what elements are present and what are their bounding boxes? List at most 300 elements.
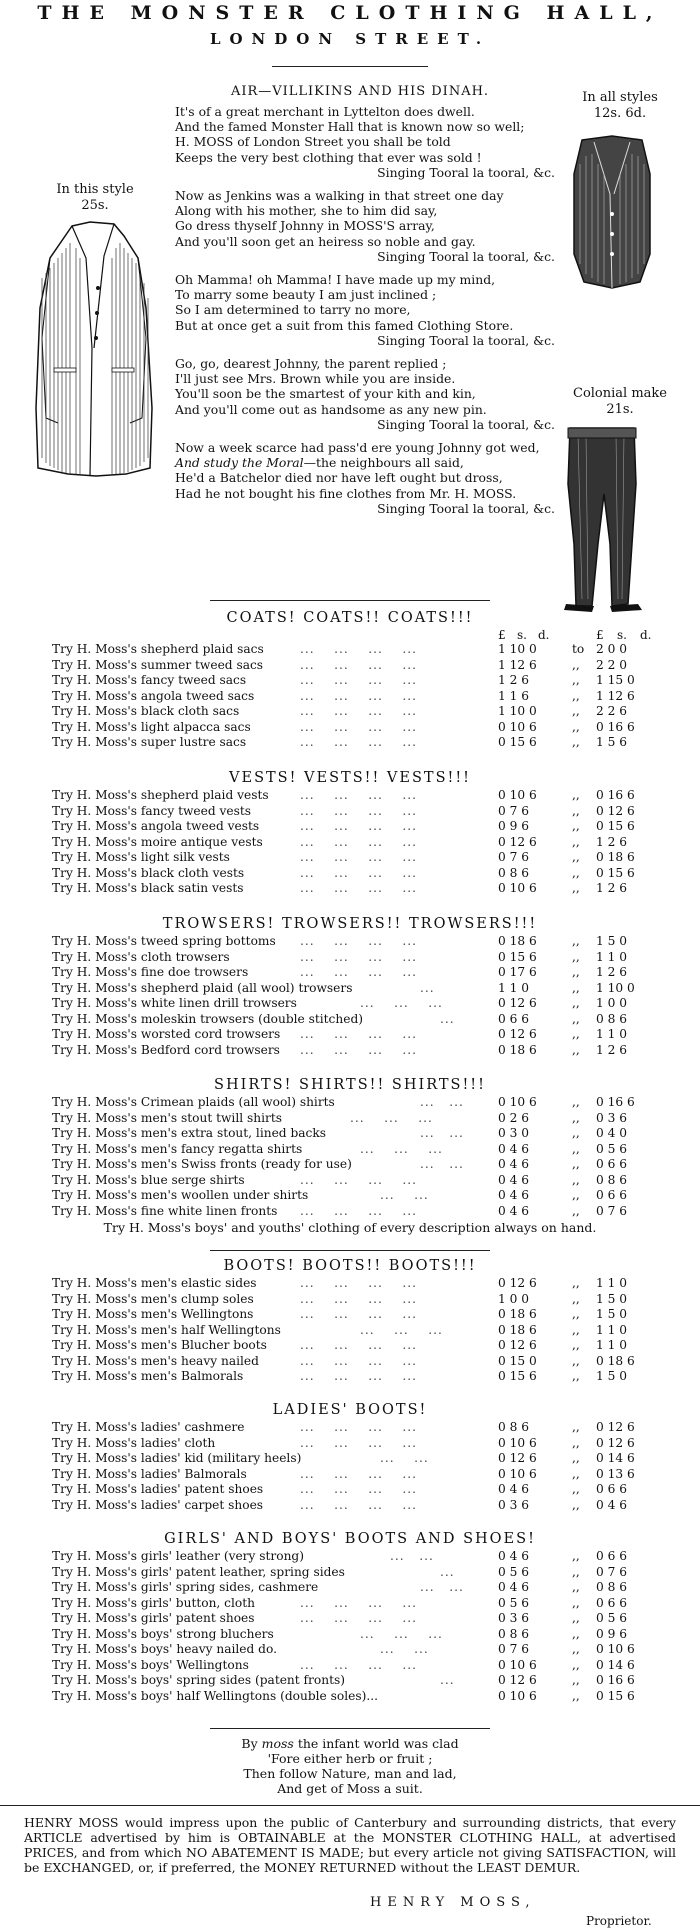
leader-dots: ...: [440, 1011, 455, 1026]
price-row: [0, 788, 700, 804]
price-separator: ,,: [572, 1657, 580, 1672]
verse-2: Now as Jenkins was a walking in that street one day Along with his mother, she to him did say, Go dress thyself Johnny in MOSS'S array, And you'll soon get an heiress so noble and gay. Singing Tooral la tooral, &c.: [175, 188, 565, 264]
price-row: [0, 819, 700, 835]
item-name: Try H. Moss's light silk vests: [52, 850, 230, 864]
price-row: [0, 1436, 700, 1452]
price-row: [0, 1043, 700, 1059]
leader-dots: ... ...: [380, 1451, 429, 1465]
leader-dots: ... ...: [380, 1642, 429, 1656]
price-from: 0 10 6: [498, 788, 537, 802]
price-to: 1 2 6: [596, 1042, 628, 1057]
item-name: Try H. Moss's super lustre sacs: [52, 735, 247, 749]
item-name: Try H. Moss's girls' button, cloth: [52, 1595, 255, 1610]
leader-dots: ... ... ... ...: [300, 834, 417, 849]
leader-dots: ... ... ... ...: [300, 673, 417, 687]
price-row: [0, 1354, 700, 1370]
item-name: Try H. Moss's black cloth vests: [52, 865, 245, 880]
item-name: Try H. Moss's fancy tweed sacs: [52, 673, 247, 687]
price-row: [0, 1157, 700, 1173]
price-from: 0 15 0: [498, 1353, 537, 1368]
leader-dots: ... ... ... ...: [300, 881, 417, 895]
store-title: THE MONSTER CLOTHING HALL,: [37, 2, 663, 24]
price-separator: ,,: [572, 1549, 580, 1563]
item-name: Try H. Moss's girls' leather (very strong): [52, 1549, 304, 1563]
price-separator: ,,: [572, 819, 580, 833]
price-separator: ,,: [572, 735, 580, 749]
price-from: 0 4 6: [498, 1157, 530, 1171]
trowsers-section: [0, 914, 700, 1058]
price-separator: ,,: [572, 1042, 580, 1057]
price-to: 0 15 6: [596, 819, 635, 833]
price-from: 0 8 6: [498, 1626, 530, 1641]
price-from: 0 9 6: [498, 819, 530, 833]
price-from: 0 12 6: [498, 1338, 537, 1352]
price-separator: ,,: [572, 1307, 580, 1321]
leader-dots: ...: [440, 1673, 455, 1687]
price-row: [0, 1027, 700, 1043]
price-to: 0 18 6: [596, 850, 635, 864]
item-name: Try H. Moss's ladies' patent shoes: [52, 1482, 264, 1496]
price-separator: to: [572, 642, 585, 656]
price-to: 0 3 6: [596, 1110, 628, 1125]
closing-verse: By moss the infant world was clad 'Fore either herb or fruit ; Then follow Nature, man and lad, And get of Moss a suit.: [241, 1736, 459, 1796]
price-row: [0, 1307, 700, 1323]
leader-dots: ... ... ...: [360, 1322, 443, 1337]
price-row: [0, 735, 700, 751]
price-separator: ,,: [572, 1126, 580, 1140]
price-to: 0 14 6: [596, 1451, 635, 1465]
song-air: AIR—VILLIKINS AND HIS DINAH.: [230, 84, 490, 99]
price-row: [0, 1012, 700, 1028]
item-name: Try H. Moss's girls' spring sides, cashmere: [52, 1580, 319, 1594]
price-row: [0, 1292, 700, 1308]
price-row: [0, 1451, 700, 1467]
price-row: [0, 1142, 700, 1158]
price-separator: ,,: [572, 803, 580, 818]
coats-section: [0, 608, 700, 751]
price-to: 1 2 6: [596, 965, 628, 979]
leader-dots: ... ...: [420, 1580, 464, 1594]
section-title: VESTS! VESTS!! VESTS!!!: [229, 770, 471, 786]
price-separator: ,,: [572, 934, 580, 948]
item-name: Try H. Moss's men's stout twill shirts: [52, 1110, 282, 1125]
price-row: [0, 673, 700, 689]
price-separator: ,,: [572, 996, 580, 1010]
price-separator: ,,: [572, 865, 580, 880]
item-name: Try H. Moss's fancy tweed vests: [52, 803, 252, 818]
price-separator: ,,: [572, 1435, 580, 1450]
item-name: Try H. Moss's cloth trowsers: [52, 949, 230, 964]
price-to: 1 1 0: [596, 1322, 628, 1337]
price-from: 0 18 6: [498, 934, 537, 948]
leader-dots: ... ... ... ...: [300, 934, 417, 948]
price-from: 0 12 6: [498, 996, 537, 1010]
leader-dots: ... ... ... ...: [300, 803, 417, 818]
item-name: Try H. Moss's boys' Wellingtons: [52, 1657, 249, 1672]
price-separator: ,,: [572, 1564, 580, 1579]
price-column-header: £ s. d. £ s. d.: [498, 628, 652, 642]
price-from: 0 15 6: [498, 735, 537, 749]
price-from: 0 12 6: [498, 1673, 537, 1687]
item-name: Try H. Moss's men's half Wellingtons: [52, 1322, 281, 1337]
leader-dots: ... ... ... ...: [300, 1657, 417, 1672]
item-name: Try H. Moss's tweed spring bottoms: [52, 934, 276, 948]
proprietor-notice: HENRY MOSS would impress upon the public of Canterbury and surrounding districts, that every ARTICLE advertised by him is OBTAINABLE at the MONSTER CLOTHING HALL, at advertised PRICES, and from which NO ABATEMENT IS MADE; but every article not giving SATISFACTION, will be EXCHANGED, or, if preferred, the MONEY RETURNED without the LEAST DEMUR.: [24, 1815, 676, 1875]
leader-dots: ... ... ... ...: [300, 704, 417, 718]
price-row: [0, 1467, 700, 1483]
price-to: 1 15 0: [596, 673, 635, 687]
price-row: [0, 1658, 700, 1674]
price-separator: ,,: [572, 1688, 580, 1703]
price-from: 1 12 6: [498, 657, 537, 672]
vest-caption: In all styles 12s. 6d.: [582, 90, 658, 121]
price-separator: ,,: [572, 1420, 580, 1434]
item-name: Try H. Moss's Crimean plaids (all wool) shirts: [52, 1095, 335, 1109]
price-from: 0 3 6: [498, 1497, 530, 1512]
leader-dots: ... ... ... ...: [300, 1482, 417, 1496]
price-from: 0 3 0: [498, 1126, 530, 1140]
price-row: [0, 1673, 700, 1689]
item-name: Try H. Moss's ladies' carpet shoes: [52, 1497, 264, 1512]
vests-section: [0, 768, 700, 897]
item-name: Try H. Moss's ladies' kid (military heels): [52, 1451, 302, 1465]
price-row: [0, 1188, 700, 1204]
price-row: [0, 689, 700, 705]
price-from: 0 4 6: [498, 1188, 530, 1202]
price-from: 0 4 6: [498, 1141, 530, 1156]
leader-dots: ... ... ... ...: [300, 1042, 417, 1057]
section-title: GIRLS' AND BOYS' BOOTS AND SHOES!: [164, 1531, 536, 1547]
price-row: [0, 866, 700, 882]
price-to: 1 5 0: [596, 1307, 628, 1321]
price-separator: ,,: [572, 1611, 580, 1625]
price-row: [0, 1369, 700, 1385]
item-name: Try H. Moss's men's woollen under shirts: [52, 1188, 309, 1202]
leader-dots: ... ... ... ...: [300, 850, 417, 864]
item-name: Try H. Moss's men's extra stout, lined backs: [52, 1126, 326, 1140]
price-to: 0 9 6: [596, 1626, 628, 1641]
price-to: 1 10 0: [596, 980, 635, 995]
price-from: 0 12 6: [498, 1451, 537, 1465]
price-row: [0, 1276, 700, 1292]
leader-dots: ... ... ... ...: [300, 1369, 417, 1383]
shirts-section: [0, 1075, 700, 1237]
item-name: Try H. Moss's boys' spring sides (patent fronts): [52, 1673, 345, 1687]
item-name: Try H. Moss's men's elastic sides: [52, 1276, 257, 1290]
price-to: 2 2 0: [596, 657, 628, 672]
leader-dots: ... ... ... ...: [300, 1420, 417, 1434]
price-separator: ,,: [572, 673, 580, 687]
price-separator: ,,: [572, 1626, 580, 1641]
item-name: Try H. Moss's Bedford cord trowsers: [52, 1042, 280, 1057]
price-to: 0 15 6: [596, 1688, 635, 1703]
price-from: 0 4 6: [498, 1172, 530, 1187]
price-separator: ,,: [572, 980, 580, 995]
price-row: [0, 1323, 700, 1339]
price-row: [0, 1580, 700, 1596]
leader-dots: ...: [420, 980, 435, 995]
price-row: [0, 1482, 700, 1498]
boys-clothing-note: Try H. Moss's boys' and youths' clothing of every description always on hand.: [103, 1220, 597, 1235]
price-from: 1 0 0: [498, 1291, 530, 1306]
trousers-illustration: [562, 424, 652, 614]
price-separator: ,,: [572, 1203, 580, 1218]
price-from: 1 10 0: [498, 704, 537, 718]
vest-illustration: [570, 134, 654, 294]
girls-boys-section: [0, 1529, 700, 1704]
price-to: 0 18 6: [596, 1353, 635, 1368]
price-separator: ,,: [572, 1642, 580, 1656]
price-row: [0, 881, 700, 897]
item-name: Try H. Moss's men's Swiss fronts (ready for use): [52, 1157, 352, 1171]
price-separator: ,,: [572, 1338, 580, 1352]
price-to: 1 1 0: [596, 1027, 628, 1041]
item-name: Try H. Moss's angola tweed sacs: [52, 688, 255, 703]
price-from: 0 10 6: [498, 1095, 537, 1109]
section-title: BOOTS! BOOTS!! BOOTS!!!: [223, 1258, 477, 1274]
price-separator: ,,: [572, 1482, 580, 1496]
price-from: 0 2 6: [498, 1110, 530, 1125]
price-to: 0 12 6: [596, 1420, 635, 1434]
price-separator: ,,: [572, 1353, 580, 1368]
price-from: 0 12 6: [498, 1276, 537, 1290]
price-from: 1 1 6: [498, 688, 530, 703]
price-from: 0 8 6: [498, 865, 530, 880]
price-separator: ,,: [572, 1673, 580, 1687]
price-to: 0 6 6: [596, 1595, 628, 1610]
item-name: Try H. Moss's white linen drill trowsers: [52, 996, 297, 1010]
item-name: Try H. Moss's men's fancy regatta shirts: [52, 1141, 303, 1156]
divider: [272, 66, 428, 67]
price-to: 0 12 6: [596, 1435, 635, 1450]
price-separator: ,,: [572, 704, 580, 718]
leader-dots: ... ... ... ...: [300, 1027, 417, 1041]
price-from: 0 5 6: [498, 1564, 530, 1579]
price-row: [0, 1420, 700, 1436]
frock-coat-illustration: [28, 218, 158, 488]
leader-dots: ... ... ... ...: [300, 1353, 417, 1368]
price-separator: ,,: [572, 719, 580, 734]
item-name: Try H. Moss's men's Balmorals: [52, 1369, 244, 1383]
price-to: 0 14 6: [596, 1657, 635, 1672]
price-row: [0, 981, 700, 997]
leader-dots: ... ... ... ...: [300, 657, 417, 672]
price-to: 1 5 6: [596, 735, 628, 749]
item-name: Try H. Moss's moleskin trowsers (double stitched): [52, 1011, 363, 1026]
price-from: 1 1 0: [498, 980, 530, 995]
price-to: 0 13 6: [596, 1466, 635, 1481]
divider: [0, 1805, 700, 1806]
price-row: [0, 1498, 700, 1514]
price-to: 0 7 6: [596, 1564, 628, 1579]
price-row: [0, 950, 700, 966]
price-row: [0, 1549, 700, 1565]
verse-1: It's of a great merchant in Lyttelton does dwell. And the famed Monster Hall that is known now so well; H. MOSS of London Street you shall be told Keeps the very best clothing that ever was sold ! Singing Tooral la tooral, &c.: [175, 104, 565, 180]
price-from: 0 8 6: [498, 1420, 530, 1434]
boots-section: [0, 1256, 700, 1385]
price-from: 0 12 6: [498, 834, 537, 849]
price-from: 0 10 6: [498, 1657, 537, 1672]
item-name: Try H. Moss's men's heavy nailed: [52, 1353, 259, 1368]
price-separator: ,,: [572, 1322, 580, 1337]
price-row: [0, 835, 700, 851]
price-to: 1 12 6: [596, 688, 635, 703]
item-name: Try H. Moss's black satin vests: [52, 881, 244, 895]
price-row: [0, 720, 700, 736]
price-from: 0 7 6: [498, 850, 530, 864]
price-to: 1 1 0: [596, 1276, 628, 1290]
price-row: [0, 1596, 700, 1612]
price-from: 0 18 6: [498, 1042, 537, 1057]
leader-dots: ... ... ...: [360, 1141, 443, 1156]
leader-dots: ... ... ... ...: [300, 819, 417, 833]
divider: [210, 1250, 490, 1251]
price-to: 1 1 0: [596, 1338, 628, 1352]
price-to: 0 6 6: [596, 1157, 628, 1171]
price-to: 0 16 6: [596, 1095, 635, 1109]
price-separator: ,,: [572, 949, 580, 964]
item-name: Try H. Moss's men's clump soles: [52, 1291, 254, 1306]
price-separator: ,,: [572, 1276, 580, 1290]
leader-dots: ... ...: [390, 1549, 434, 1563]
divider: [210, 1728, 490, 1729]
price-to: 0 12 6: [596, 803, 635, 818]
price-row: [0, 704, 700, 720]
price-separator: ,,: [572, 1497, 580, 1512]
item-name: Try H. Moss's men's Blucher boots: [52, 1338, 267, 1352]
section-title: TROWSERS! TROWSERS!! TROWSERS!!!: [162, 916, 538, 932]
price-to: 0 15 6: [596, 865, 635, 880]
trousers-caption: Colonial make 21s.: [573, 386, 667, 417]
price-row: [0, 996, 700, 1012]
price-to: 1 5 0: [596, 1369, 628, 1383]
leader-dots: ... ... ... ...: [300, 865, 417, 880]
price-from: 0 15 6: [498, 949, 537, 964]
price-from: 0 4 6: [498, 1549, 530, 1563]
song-lyrics: [175, 104, 565, 524]
proprietor-title: Proprietor.: [586, 1914, 652, 1928]
item-name: Try H. Moss's summer tweed sacs: [52, 657, 264, 672]
price-to: 0 7 6: [596, 1203, 628, 1218]
price-row: [0, 642, 700, 658]
leader-dots: ... ... ... ...: [300, 1435, 417, 1450]
refrain: Singing Tooral la tooral, &c.: [377, 332, 555, 348]
price-separator: ,,: [572, 1369, 580, 1383]
price-row: [0, 1627, 700, 1643]
price-separator: ,,: [572, 1110, 580, 1125]
price-to: 1 5 0: [596, 934, 628, 948]
leader-dots: ... ...: [380, 1188, 429, 1202]
price-row: [0, 850, 700, 866]
proprietor-signature: HENRY MOSS,: [370, 1895, 536, 1910]
price-to: 0 10 6: [596, 1642, 635, 1656]
leader-dots: ...: [440, 1564, 455, 1579]
price-to: 2 2 6: [596, 704, 628, 718]
price-from: 0 7 6: [498, 1642, 530, 1656]
price-separator: ,,: [572, 788, 580, 802]
ladies-boots-section: [0, 1400, 700, 1513]
leader-dots: ... ... ... ...: [300, 735, 417, 749]
price-row: [0, 1173, 700, 1189]
refrain: Singing Tooral la tooral, &c.: [377, 416, 555, 432]
price-separator: ,,: [572, 1172, 580, 1187]
leader-dots: ... ... ... ...: [300, 688, 417, 703]
leader-dots: ... ... ...: [360, 996, 443, 1010]
price-row: [0, 1204, 700, 1220]
price-from: 0 18 6: [498, 1307, 537, 1321]
leader-dots: ... ... ... ...: [300, 788, 417, 802]
item-name: Try H. Moss's shepherd plaid vests: [52, 788, 269, 802]
leader-dots: ... ... ... ...: [300, 719, 417, 734]
price-row: [0, 1338, 700, 1354]
price-separator: ,,: [572, 834, 580, 849]
price-row: [0, 1111, 700, 1127]
item-name: Try H. Moss's boys' half Wellingtons (double soles)...: [52, 1688, 378, 1703]
price-to: 1 2 6: [596, 834, 628, 849]
leader-dots: ... ... ... ...: [300, 1497, 417, 1512]
item-name: Try H. Moss's black cloth sacs: [52, 704, 240, 718]
price-to: 1 5 0: [596, 1291, 628, 1306]
price-from: 0 5 6: [498, 1595, 530, 1610]
price-to: 1 2 6: [596, 881, 628, 895]
price-row: [0, 804, 700, 820]
leader-dots: ... ...: [420, 1095, 464, 1109]
price-to: 0 5 6: [596, 1141, 628, 1156]
leader-dots: ... ... ... ...: [300, 1203, 417, 1218]
price-separator: ,,: [572, 965, 580, 979]
leader-dots: ... ... ... ...: [300, 642, 417, 656]
price-to: 1 1 0: [596, 949, 628, 964]
item-name: Try H. Moss's ladies' cloth: [52, 1435, 216, 1450]
leader-dots: ... ... ...: [350, 1110, 433, 1125]
price-from: 0 3 6: [498, 1611, 530, 1625]
price-separator: ,,: [572, 1157, 580, 1171]
item-name: Try H. Moss's girls' patent leather, spring sides: [52, 1564, 345, 1579]
item-name: Try H. Moss's light alpacca sacs: [52, 719, 251, 734]
price-from: 0 10 6: [498, 1466, 537, 1481]
price-to: 1 0 0: [596, 996, 628, 1010]
leader-dots: ... ... ... ...: [300, 1595, 417, 1610]
item-name: Try H. Moss's girls' patent shoes: [52, 1611, 255, 1625]
item-name: Try H. Moss's fine doe trowsers: [52, 965, 249, 979]
price-separator: ,,: [572, 688, 580, 703]
store-address: LONDON STREET.: [209, 30, 491, 48]
price-separator: ,,: [572, 1027, 580, 1041]
price-separator: ,,: [572, 1011, 580, 1026]
refrain: Singing Tooral la tooral, &c.: [377, 500, 555, 516]
item-name: Try H. Moss's fine white linen fronts: [52, 1203, 278, 1218]
leader-dots: ... ...: [420, 1157, 464, 1171]
price-row: [0, 1565, 700, 1581]
price-from: 1 2 6: [498, 673, 530, 687]
price-from: 0 10 6: [498, 1688, 537, 1703]
price-to: 0 4 0: [596, 1126, 628, 1140]
price-from: 0 10 6: [498, 719, 537, 734]
price-row: [0, 658, 700, 674]
divider: [210, 600, 490, 601]
price-from: 0 4 6: [498, 1203, 530, 1218]
item-name: Try H. Moss's boys' heavy nailed do.: [52, 1642, 277, 1656]
coat-caption: In this style 25s.: [56, 182, 134, 213]
price-separator: ,,: [572, 850, 580, 864]
item-name: Try H. Moss's shepherd plaid sacs: [52, 642, 264, 656]
price-row: [0, 1095, 700, 1111]
price-separator: ,,: [572, 1466, 580, 1481]
price-from: 1 10 0: [498, 642, 537, 656]
price-from: 0 6 6: [498, 1011, 530, 1026]
leader-dots: ... ... ... ...: [300, 1307, 417, 1321]
item-name: Try H. Moss's boys' strong bluchers: [52, 1626, 274, 1641]
